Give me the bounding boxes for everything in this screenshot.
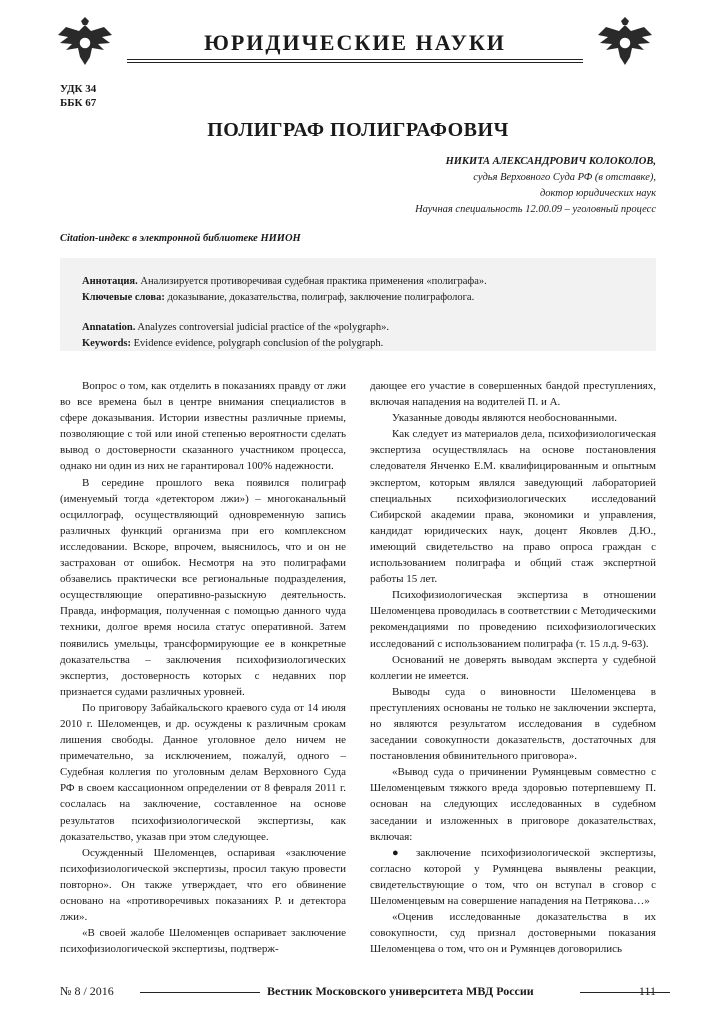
body-paragraph: Вопрос о том, как отделить в показаниях правду от лжи во все времена был в центре внимания специалистов в сфере доказывания. Истории известны различные приемы, позволяющие с той или иной степенью вероятности сделать вывод о достоверности сказанного участником процесса, однако ни один из них не гарантировал 100% надежности. (60, 380, 346, 473)
author-specialty: Научная специальность 12.00.09 – уголовный процесс (415, 204, 656, 215)
eagle-emblem-icon (56, 17, 114, 69)
keywords-ru (82, 290, 656, 306)
article-title: ПОЛИГРАФ ПОЛИГРАФОВИЧ (207, 119, 509, 141)
footer-journal-name: Вестник Московского университета МВД России (267, 984, 534, 998)
page-number: 111 (638, 984, 656, 998)
abstract-ru (82, 274, 656, 290)
body-paragraph: Оснований не доверять выводам эксперта у судебной коллегии не имеется. (370, 653, 656, 682)
header-rule (127, 62, 583, 63)
footer-rule (580, 992, 670, 993)
keywords-en-label: Keywords: (82, 338, 131, 349)
abstract-en-text: Analyzes controversial judicial practice of the «polygraph». (135, 322, 390, 333)
abstract-ru-label: Аннотация. (82, 276, 138, 287)
udk-code: УДК 34 (60, 83, 97, 95)
issue-number: № 8 / 2016 (60, 984, 114, 998)
bbk-code: ББК 67 (60, 97, 97, 109)
body-paragraph: Как следует из материалов дела, психофизиологическая экспертиза осуществлялась на основе постановления следователя Янченко Е.М. квалифицированным и опытным экспертом, которым являлся заведующий лабораторией специальных психофизиологических исследований Сибирской академии права, экономики и управления, кандидат юридических наук, доцент Яковлев Д.Ю., имеющий свидетельство на право опроса граждан с использованием полиграфа и общий стаж экспертной работы 15 лет. (370, 428, 656, 586)
classification-codes (60, 82, 96, 110)
author-block (415, 154, 656, 218)
body-paragraph: По приговору Забайкальского краевого суда от 14 июля 2010 г. Шеломенцев, и др. осуждены к различным срокам лишения свободы. Данное уголовное дело ничем не примечательно, за исключением, пожалуй, одного – Судебная коллегия по уголовным делам Верховного Суда РФ в своем кассационном определении от 8 февраля 2011 г. сослалась на заключение, составленное на основе результатов психофизиологической экспертизы, как доказательство, указав при этом следующее. (60, 701, 346, 843)
body-column-right (370, 378, 656, 957)
body-paragraph: «Вывод суда о причинении Румянцевым совместно с Шеломенцевым тяжкого вреда здоровью потерпевшему П. основан на следующих исследованных в судебном заседании и изложенных в приговоре доказательствах, включая: (370, 766, 656, 843)
eagle-emblem-icon (596, 17, 654, 69)
abstract-ru-text: Анализируется противоречивая судебная практика применения «полиграфа». (137, 276, 487, 287)
body-paragraph: Выводы суда о виновности Шеломенцева в преступлениях основаны не только не заключении эксперта, но являются результатом исследования в судебном заседании совокупности доказательств, достаточных для постановления обвинительного приговора». (370, 685, 656, 763)
keywords-en-text: Evidence evidence, polygraph conclusion of the polygraph. (131, 338, 384, 349)
body-paragraph: «Оценив исследованные доказательства в их совокупности, суд признал достоверными показания Шеломенцева о том, что он и Румянцев договорились (370, 911, 656, 956)
page-footer (60, 984, 656, 1000)
body-paragraph: Указанные доводы являются необоснованными. (392, 412, 618, 425)
keywords-ru-text: доказывание, доказательства, полиграф, заключение полиграфолога. (164, 292, 475, 303)
body-paragraph: Осужденный Шеломенцев, оспаривая «заключение психофизиологической экспертизы, просил такую провести повторно». Он также утверждает, что его обвинение основано на «противоречивых показаниях Р. и детектора лжи». (60, 846, 346, 924)
abstract-en-label: Annatation. (82, 322, 136, 333)
footer-rule (140, 992, 260, 993)
keywords-en (82, 336, 656, 352)
keywords-ru-label: Ключевые слова: (82, 292, 165, 303)
author-position: судья Верховного Суда РФ (в отставке), (473, 172, 656, 183)
journal-section-title: ЮРИДИЧЕСКИЕ НАУКИ (204, 30, 506, 55)
author-name: НИКИТА АЛЕКСАНДРОВИЧ КОЛОКОЛОВ, (445, 156, 656, 167)
body-paragraph: ● заключение психофизиологической экспертизы, согласно которой у Румянцева выявлены реакции, свидетельствующие о том, что он вступал в сговор с Шеломенцевым на совершение нападения на Петрякова…» (370, 846, 656, 907)
abstract-en (82, 320, 656, 336)
body-paragraph: В середине прошлого века появился полиграф (именуемый тогда «детектором лжи») – многоканальный осциллограф, осуществляющий одновременную запись различных функций организма при его комплексном исследовании. Вскоре, впрочем, выяснилось, что и он не застрахован от ошибок. Несмотря на это полиграфами обзавелись практически все региональные подразделения, осуществляющие оперативно-разыскную деятельность. Правда, информация, полученная с помощью данного чуда техники, долгое время носила статус оперативной. Затем появились умельцы, трансформирующие ее в конкретные доказательства – заключения психофизиологических экспертиз, достоверность которых с недавних пор признается судами различных уровней. (60, 476, 346, 698)
citation-index: Citation-индекс в электронной библиотеке НИИОН (60, 233, 301, 244)
body-column-left (60, 378, 346, 957)
abstract-box (60, 258, 656, 351)
body-paragraph: дающее его участие в совершенных бандой преступлениях, включая нападения на водителей П. и А. (370, 380, 656, 409)
author-degree: доктор юридических наук (539, 188, 656, 199)
body-paragraph: Психофизиологическая экспертиза в отношении Шеломенцева проводилась в соответствии с Методическими рекомендациями по проведению психофизиологических исследований с использованием полиграфа (т. 15 л.д. 9-63). (370, 589, 656, 650)
header-rule (127, 59, 583, 60)
body-paragraph: «В своей жалобе Шеломенцев оспаривает заключение психофизиологической экспертизы, подтверж- (60, 927, 346, 956)
